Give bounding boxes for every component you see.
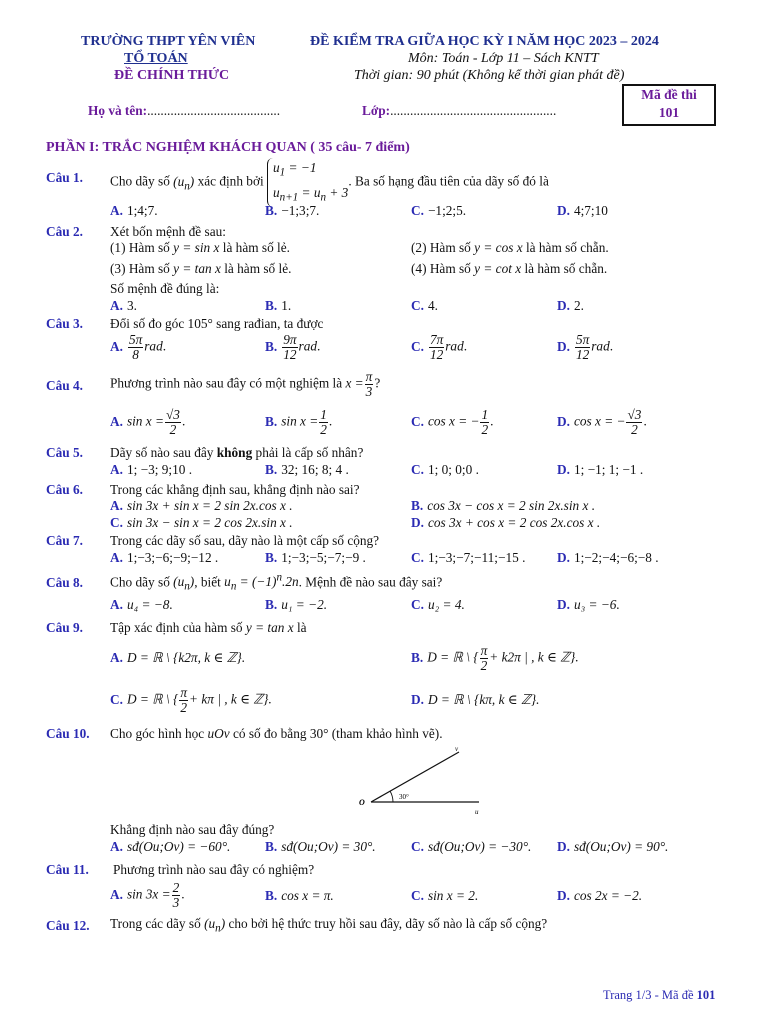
- q8-opt-a[interactable]: A. u₄ = −8.: [110, 597, 173, 612]
- q6-label: Câu 6.: [46, 482, 83, 497]
- official-label: ĐỀ CHÍNH THỨC: [114, 68, 230, 83]
- q2-ask: Số mệnh đề đúng là:: [110, 281, 220, 296]
- q9-text: Tập xác định của hàm số y = tan x là: [110, 620, 307, 635]
- ray-ov: [371, 752, 459, 802]
- q4-opt-b[interactable]: B. sin x = $\frac{1}{2}$ .: [265, 407, 333, 437]
- q6-opt-c[interactable]: C. sin 3x − sin x = 2 cos 2x.sin x .: [110, 515, 293, 530]
- q10-ask: Khẳng định nào sau đây đúng?: [110, 822, 275, 837]
- q10-angle-figure: [355, 744, 495, 816]
- q8-label: Câu 8.: [46, 575, 83, 590]
- q2-opt-d[interactable]: D. 2.: [557, 298, 584, 313]
- q2-s4: (4) Hàm số y = cot x là hàm số chẵn.: [411, 261, 608, 276]
- q1-text-c: . Ba số hạng đầu tiên của dãy số đó là: [348, 173, 549, 189]
- q2-opt-b[interactable]: B. 1.: [265, 298, 292, 313]
- q7-opt-c[interactable]: C. 1;−3;−7;−11;−15 .: [411, 550, 526, 565]
- q1-opt-d[interactable]: D. 4;7;10: [557, 203, 608, 218]
- q1-system: $u_1 = -1$ $u_{n+1} = u_n + 3$: [267, 158, 348, 207]
- name-line: [88, 103, 280, 119]
- q3-opt-b[interactable]: B. $\frac{9\pi}{12}$ rad.: [265, 332, 321, 362]
- q7-opt-d[interactable]: D. 1;−2;−4;−6;−8 .: [557, 550, 659, 565]
- q2-opt-c[interactable]: C. 4.: [411, 298, 438, 313]
- q5-label: Câu 5.: [46, 445, 83, 460]
- exam-title: ĐỀ KIỂM TRA GIỮA HỌC KỲ I NĂM HỌC 2023 – 2024: [310, 34, 659, 49]
- exam-subject: Môn: Toán - Lớp 11 – Sách KNTT: [408, 51, 599, 66]
- q11-opt-c[interactable]: C. sin x = 2.: [411, 888, 479, 903]
- q1-stem: [110, 158, 549, 207]
- q10-label: Câu 10.: [46, 726, 90, 741]
- q4-stem: Phương trình nào sau đây có một nghiệm là x = $\frac{\pi}{3}$ ?: [110, 369, 381, 399]
- class-dots: ..................................................: [390, 103, 557, 118]
- q8-opt-d[interactable]: D. u₃ = −6.: [557, 597, 620, 612]
- q1-opt-a[interactable]: A. 1;4;7.: [110, 203, 158, 218]
- q9-opt-a[interactable]: A. D = ℝ \ {k2π, k ∈ ℤ}.: [110, 650, 246, 665]
- page-footer: [603, 988, 715, 1003]
- q2-s3: (3) Hàm số y = tan x là hàm số lẻ.: [110, 261, 292, 276]
- q10-opt-b[interactable]: B. sđ(Ou;Ov) = 30°.: [265, 839, 376, 854]
- q7-text: Trong các dãy số sau, dãy nào là một cấp số cộng?: [110, 533, 380, 548]
- q12-text: Trong các dãy số $(u_n)$ cho bởi hệ thức truy hồi sau đây, dãy số nào là cấp số cộng?: [110, 916, 548, 935]
- q3-label: Câu 3.: [46, 316, 83, 331]
- q10-opt-a[interactable]: A. sđ(Ou;Ov) = −60°.: [110, 839, 231, 854]
- q9-opt-b[interactable]: B. D = ℝ \ { $\frac{\pi}{2}$ + k2π | , k ∈ ℤ}.: [411, 643, 579, 673]
- q10-opt-d[interactable]: D. sđ(Ou;Ov) = 90°.: [557, 839, 669, 854]
- q6-opt-d[interactable]: D. cos 3x + cos x = 2 cos 2x.cos x .: [411, 515, 601, 530]
- q11-opt-d[interactable]: D. cos 2x = −2.: [557, 888, 643, 903]
- q1-opt-b[interactable]: B. −1;3;7.: [265, 203, 320, 218]
- q9-opt-d[interactable]: D. D = ℝ \ {kπ, k ∈ ℤ}.: [411, 692, 540, 707]
- q7-opt-b[interactable]: B. 1;−3;−5;−7;−9 .: [265, 550, 366, 565]
- department: TỔ TOÁN: [124, 51, 188, 66]
- name-dots: ........................................: [147, 103, 281, 118]
- q2-label: Câu 2.: [46, 224, 83, 239]
- q2-s1: (1) Hàm số y = sin x là hàm số lẻ.: [110, 240, 290, 255]
- q7-label: Câu 7.: [46, 533, 83, 548]
- footer-page: Trang 1/3 - Mã đề: [603, 988, 694, 1002]
- name-label: Họ và tên:: [88, 103, 148, 118]
- q9-opt-c[interactable]: C. D = ℝ \ { $\frac{\pi}{2}$ + kπ | , k ∈ ℤ}.: [110, 685, 272, 715]
- q4-opt-c[interactable]: C. cos x = − $\frac{1}{2}$ .: [411, 407, 494, 437]
- q5-opt-c[interactable]: C. 1; 0; 0;0 .: [411, 462, 479, 477]
- exam-code-label: Mã đề thi: [641, 87, 697, 102]
- q10-text: Cho góc hình học uOv có số đo bằng 30° (tham khảo hình vẽ).: [110, 726, 443, 741]
- q9-label: Câu 9.: [46, 620, 83, 635]
- point-v: v: [455, 745, 459, 753]
- q2-opt-a[interactable]: A. 3.: [110, 298, 137, 313]
- q4-opt-d[interactable]: D. cos x = − $\frac{√3}{2}$ .: [557, 407, 647, 437]
- q3-opt-a[interactable]: A. $\frac{5\pi}{8}$ rad.: [110, 332, 167, 362]
- exam-code-box: [622, 84, 716, 126]
- q6-opt-b[interactable]: B. cos 3x − cos x = 2 sin 2x.sin x .: [411, 498, 596, 513]
- section-title: PHẦN I: TRẮC NGHIỆM KHÁCH QUAN ( 35 câu- 7 điểm): [46, 140, 410, 155]
- footer-code: 101: [696, 988, 716, 1002]
- q8-opt-c[interactable]: C. u₂ = 4.: [411, 597, 465, 612]
- q1-text-a: Cho dãy số: [110, 173, 170, 189]
- point-u: u: [475, 808, 479, 816]
- q4-label: Câu 4.: [46, 378, 83, 393]
- q1-label: Câu 1.: [46, 170, 83, 185]
- q5-opt-a[interactable]: A. 1; −3; 9;10 .: [110, 462, 193, 477]
- angle-label: 30°: [399, 793, 409, 801]
- q1-text-b: xác định bởi: [197, 173, 264, 189]
- q5-opt-b[interactable]: B. 32; 16; 8; 4 .: [265, 462, 349, 477]
- q8-stem: Cho dãy số $(u_n)$, biết $u_n = (-1)^n.2n$. Mệnh đề nào sau đây sai?: [110, 572, 443, 594]
- school-name: TRƯỜNG THPT YÊN VIÊN: [81, 34, 256, 49]
- q3-opt-c[interactable]: C. $\frac{7\pi}{12}$ rad.: [411, 332, 468, 362]
- q5-opt-d[interactable]: D. 1; −1; 1; −1 .: [557, 462, 644, 477]
- q1-seq: $(u_n)$: [173, 173, 195, 193]
- q11-opt-a[interactable]: A. sin 3x = $\frac{2}{3}$ .: [110, 880, 185, 910]
- q1-opt-c[interactable]: C. −1;2;5.: [411, 203, 467, 218]
- q11-text: Phương trình nào sau đây có nghiệm?: [113, 862, 315, 877]
- q5-text: Dãy số nào sau đây không phải là cấp số nhân?: [110, 445, 364, 460]
- q3-opt-d[interactable]: D. $\frac{5\pi}{12}$ rad.: [557, 332, 614, 362]
- q2-s2: (2) Hàm số y = cos x là hàm số chẵn.: [411, 240, 609, 255]
- q6-opt-a[interactable]: A. sin 3x + sin x = 2 sin 2x.cos x .: [110, 498, 293, 513]
- exam-code: 101: [658, 105, 680, 120]
- q6-text: Trong các khẳng định sau, khẳng định nào sai?: [110, 482, 360, 497]
- q8-opt-b[interactable]: B. u₁ = −2.: [265, 597, 328, 612]
- q2-intro: Xét bốn mệnh đề sau:: [110, 224, 226, 239]
- q10-opt-c[interactable]: C. sđ(Ou;Ov) = −30°.: [411, 839, 532, 854]
- point-o: O: [359, 798, 365, 807]
- q3-text: Đổi số đo góc 105° sang rađian, ta được: [110, 316, 324, 331]
- q12-label: Câu 12.: [46, 918, 90, 933]
- exam-time: Thời gian: 90 phút (Không kể thời gian phát đề): [354, 68, 625, 83]
- q4-opt-a[interactable]: A. sin x = $\frac{√3}{2}$ .: [110, 407, 186, 437]
- class-line: [362, 103, 556, 119]
- angle-arc: [390, 791, 393, 802]
- q11-label: Câu 11.: [46, 862, 89, 877]
- class-label: Lớp:: [362, 103, 391, 118]
- q7-opt-a[interactable]: A. 1;−3;−6;−9;−12 .: [110, 550, 219, 565]
- q11-opt-b[interactable]: B. cos x = π.: [265, 888, 334, 903]
